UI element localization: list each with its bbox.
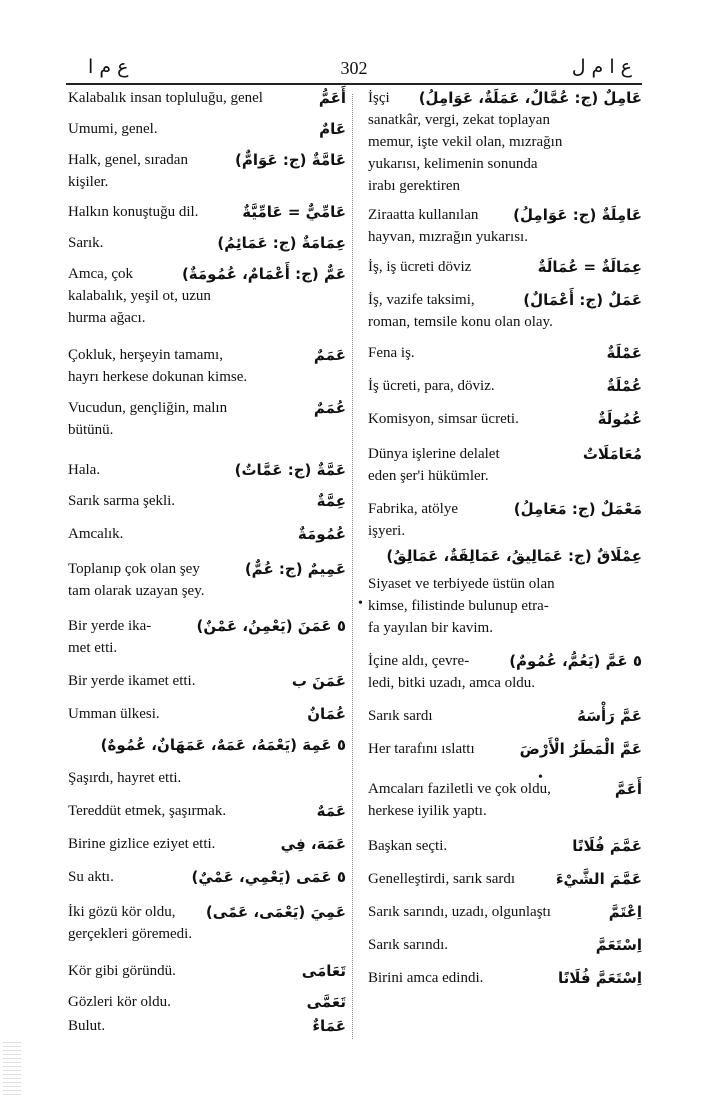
- turkish-definition: fa yayılan bir kavim.: [368, 620, 493, 637]
- dictionary-entry-line: [368, 257, 642, 277]
- turkish-definition: Birine gizlice eziyet etti.: [68, 835, 216, 852]
- turkish-definition: tam olarak uzayan şey.: [68, 582, 205, 599]
- arabic-headword: تَعَامَى: [298, 961, 346, 981]
- dictionary-entry-line: [368, 521, 642, 541]
- arabic-headword: عِمَالَةٌ = عُمَالَةٌ: [534, 257, 642, 277]
- arabic-headword: عِمَامَةٌ (ج: عَمَائِمُ): [213, 233, 346, 253]
- turkish-definition: Halk, genel, sıradan: [68, 151, 188, 168]
- arabic-headword: عَامٌ: [315, 119, 346, 139]
- turkish-definition: kalabalık, yeşil ot, uzun: [68, 288, 211, 304]
- turkish-definition: İş, vazife taksimi,: [368, 292, 475, 309]
- dictionary-entry-line: [68, 88, 346, 108]
- turkish-definition: yukarısı, kelimenin sonunda: [368, 156, 538, 172]
- dictionary-entry-line: [68, 286, 346, 306]
- turkish-definition: Bulut.: [68, 1018, 106, 1035]
- arabic-headword: عَمَاءٌ: [308, 1016, 346, 1036]
- arabic-headword: عَمَلٌ (ج: أَعْمَالٌ): [519, 290, 642, 310]
- dictionary-entry-line: [68, 150, 346, 170]
- dictionary-entry-line: [68, 524, 346, 544]
- dictionary-entry-line: [368, 444, 642, 464]
- dictionary-entry-line: [368, 902, 642, 922]
- dictionary-entry-line: [368, 596, 642, 616]
- header-rule: [66, 83, 642, 85]
- turkish-definition: İki gözü kör oldu,: [68, 904, 176, 920]
- turkish-definition: Sarık sardı: [368, 708, 433, 725]
- dictionary-entry-line: [368, 546, 642, 566]
- dictionary-entry-line: [68, 671, 346, 691]
- arabic-headword: عَامِلَةٌ (ج: عَوَامِلُ): [509, 205, 642, 225]
- dictionary-entry-line: [368, 409, 642, 429]
- arabic-headword: تَعَمَّى: [303, 992, 346, 1012]
- turkish-definition: Amcalık.: [68, 525, 124, 542]
- turkish-definition: Dünya işlerine delalet: [368, 446, 500, 463]
- arabic-headword: أَعَمَّ: [611, 779, 642, 799]
- arabic-headword: عُمَانٌ: [303, 704, 346, 724]
- turkish-definition: Umman ülkesi.: [68, 706, 160, 722]
- arabic-headword: عَمَّةٌ (ج: عَمَّاتٌ): [231, 460, 346, 480]
- turkish-definition: Halkın konuştuğu dil.: [68, 204, 199, 221]
- arabic-headword: عُمُولَةٌ: [594, 409, 642, 429]
- arabic-headword: عَمَمٌ: [310, 345, 346, 365]
- turkish-definition: Kör gibi göründü.: [68, 963, 176, 980]
- dictionary-entry-line: [368, 176, 642, 196]
- turkish-definition: Bir yerde ikamet etti.: [68, 673, 196, 689]
- turkish-definition: Birini amca edindi.: [368, 970, 484, 986]
- turkish-definition: herkese iyilik yaptı.: [368, 802, 487, 819]
- dictionary-entry-line: [368, 466, 642, 486]
- dictionary-entry-line: [368, 836, 642, 856]
- arabic-headword: ٥ عَمَى (يَعْمِي، عَمْيٌ): [187, 867, 346, 887]
- turkish-definition: met etti.: [68, 640, 118, 656]
- turkish-definition: Hala.: [68, 461, 101, 478]
- arabic-headword: عَامِلٌ (ج: عُمَّالٌ، عَمَلَةٌ، عَوَامِلُ): [415, 88, 642, 108]
- turkish-definition: Genelleştirdi, sarık sardı: [368, 871, 516, 887]
- arabic-headword: اِسْتَعَمَّ فُلَانًا: [554, 968, 642, 988]
- dictionary-entry-line: [68, 172, 346, 192]
- dictionary-entry-line: [68, 961, 346, 981]
- turkish-definition: memur, işte vekil olan, mızrağın: [368, 134, 563, 150]
- dictionary-entry-line: [68, 992, 346, 1012]
- arabic-headword: اِسْتَعَمَّ: [592, 935, 642, 955]
- dictionary-entry-line: [68, 902, 346, 922]
- dictionary-entry-line: [68, 867, 346, 887]
- turkish-definition: Su aktı.: [68, 868, 114, 885]
- arabic-headword: عُمُومَةٌ: [294, 524, 346, 544]
- turkish-definition: Her tarafını ıslattı: [368, 741, 475, 758]
- dictionary-entry-line: [368, 110, 642, 130]
- dictionary-entry-line: [368, 673, 642, 693]
- dictionary-entry-line: [68, 491, 346, 511]
- turkish-definition: İş ücreti, para, döviz.: [368, 378, 495, 395]
- dictionary-entry-line: [68, 581, 346, 601]
- arabic-headword: عَمَهٌ: [313, 801, 346, 821]
- turkish-definition: sanatkâr, vergi, zekat toplayan: [368, 112, 550, 128]
- margin-texture: [3, 1040, 21, 1095]
- turkish-definition: kimse, filistinde bulunup etra-: [368, 598, 549, 615]
- arabic-headword: عَمَّ رَأْسَهُ: [573, 706, 642, 726]
- turkish-definition: irabı gerektiren: [368, 178, 461, 194]
- header-right-letters: ع ا م ل: [571, 56, 632, 78]
- dictionary-entry-line: [68, 616, 346, 636]
- dictionary-entry-line: [368, 290, 642, 310]
- arabic-headword: عَمَّ الْمَطَرُ الْأَرْضَ: [516, 739, 642, 759]
- dictionary-entry-line: [68, 924, 346, 944]
- dictionary-entry-line: [368, 968, 642, 988]
- turkish-definition: Sarık.: [68, 235, 104, 252]
- column-divider: [352, 94, 353, 1039]
- dictionary-entry-line: [68, 1016, 346, 1036]
- dictionary-entry-line: [68, 834, 346, 854]
- dictionary-entry-line: [68, 264, 346, 284]
- margin-dot: •: [538, 770, 543, 785]
- arabic-headword: مَعْمَلٌ (ج: مَعَامِلُ): [510, 499, 642, 519]
- dictionary-entry-line: [68, 233, 346, 253]
- dictionary-entry-line: [68, 345, 346, 365]
- dictionary-entry-line: [368, 88, 642, 108]
- turkish-definition: gerçekleri göremedi.: [68, 926, 193, 942]
- turkish-definition: Ziraatta kullanılan: [368, 206, 479, 223]
- dictionary-entry-line: [368, 869, 642, 889]
- turkish-definition: Fabrika, atölye: [368, 501, 458, 518]
- arabic-headword: عَمَنَ ب: [288, 671, 346, 691]
- turkish-definition: Tereddüt etmek, şaşırmak.: [68, 802, 227, 819]
- dictionary-entry-line: [368, 227, 642, 247]
- dictionary-entry-line: [368, 935, 642, 955]
- turkish-definition: Komisyon, simsar ücreti.: [368, 411, 519, 428]
- turkish-definition: İçine aldı, çevre-: [368, 653, 470, 670]
- arabic-headword: عَامِّيٌّ = عَامِّيَّةٌ: [238, 202, 346, 222]
- dictionary-entry-line: [368, 618, 642, 638]
- arabic-headword: ٥ عَمِهَ (يَعْمَهُ، عَمَهٌ، عَمَهَانٌ، عُمُوهٌ): [68, 735, 346, 755]
- dictionary-entry-line: [368, 651, 642, 671]
- dictionary-entry-line: [368, 706, 642, 726]
- turkish-definition: Umumi, genel.: [68, 120, 158, 137]
- turkish-definition: Çokluk, herşeyin tamamı,: [68, 347, 223, 364]
- turkish-definition: Vucudun, gençliğin, malın: [68, 400, 228, 417]
- dictionary-entry-line: [68, 768, 346, 788]
- dictionary-entry-line: [368, 132, 642, 152]
- page-number: 302: [340, 58, 368, 78]
- turkish-definition: roman, temsile konu olan olay.: [368, 314, 553, 331]
- turkish-definition: İşçi: [368, 90, 390, 106]
- turkish-definition: eden şer'i hükümler.: [368, 468, 489, 485]
- dictionary-entry-line: [68, 119, 346, 139]
- dictionary-entry-line: [68, 308, 346, 328]
- arabic-headword: عَمْلَةٌ: [602, 343, 642, 363]
- dictionary-entry-line: [368, 739, 642, 759]
- arabic-headword: أَعَمُّ: [315, 88, 346, 108]
- turkish-definition: hurma ağacı.: [68, 310, 146, 326]
- arabic-headword: عَمِيَ (يَعْمَى، عَمًى): [202, 902, 346, 922]
- arabic-headword: عَمِيمٌ (ج: عُمٌّ): [241, 559, 346, 579]
- turkish-definition: bütünü.: [68, 422, 114, 439]
- turkish-definition: Sarık sarma şekli.: [68, 492, 176, 509]
- dictionary-entry-line: [68, 559, 346, 579]
- dictionary-entry-line: [368, 779, 642, 799]
- arabic-headword: عَمَهَ، فِي: [277, 834, 346, 854]
- arabic-headword: عِمَّةٌ: [313, 491, 346, 511]
- arabic-headword: عَمَّمَ الشَّيْءَ: [552, 869, 642, 889]
- turkish-definition: Fena iş.: [368, 345, 415, 362]
- dictionary-entry-line: [68, 202, 346, 222]
- turkish-definition: hayvan, mızrağın yukarısı.: [368, 228, 528, 245]
- turkish-definition: Amca, çok: [68, 266, 133, 282]
- arabic-headword: ٥ عَمَنَ (يَعْمِنُ، عَمْنٌ): [193, 616, 347, 636]
- dictionary-entry-line: [368, 312, 642, 332]
- arabic-headword: عَامَّةٌ (ج: عَوَامٌّ): [231, 150, 346, 170]
- turkish-definition: Siyaset ve terbiyede üstün olan: [368, 576, 555, 593]
- dictionary-entry-line: [368, 343, 642, 363]
- turkish-definition: Sarık sarındı, uzadı, olgunlaştı: [368, 904, 551, 920]
- turkish-definition: Toplanıp çok olan şey: [68, 560, 200, 577]
- turkish-definition: Kalabalık insan topluluğu, genel: [68, 90, 263, 106]
- arabic-headword: اِعْتَمَّ: [605, 902, 642, 922]
- dictionary-entry-line: [368, 574, 642, 594]
- dictionary-entry-line: [68, 638, 346, 658]
- dictionary-entry-line: [68, 420, 346, 440]
- turkish-definition: Bir yerde ika-: [68, 618, 152, 634]
- turkish-definition: hayrı herkese dokunan kimse.: [68, 369, 248, 386]
- turkish-definition: Sarık sarındı.: [368, 937, 448, 953]
- turkish-definition: kişiler.: [68, 173, 109, 190]
- dictionary-entry-line: [368, 205, 642, 225]
- arabic-headword: عُمْلَةٌ: [602, 376, 642, 396]
- arabic-headword: عُمَمٌ: [310, 398, 346, 418]
- arabic-headword: عَمَّمَ فُلَانًا: [568, 836, 642, 856]
- turkish-definition: ledi, bitki uzadı, amca oldu.: [368, 675, 536, 692]
- arabic-headword: مُعَامَلَاتٌ: [579, 444, 642, 464]
- dictionary-entry-line: [68, 367, 346, 387]
- arabic-headword: ٥ عَمَّ (يَعُمُّ، عُمُومٌ): [505, 651, 642, 671]
- margin-bullet: •: [358, 596, 363, 611]
- arabic-headword: عِمْلَاقٌ (ج: عَمَالِيقُ، عَمَالِقَةٌ، عَمَالِقُ): [368, 546, 642, 566]
- page-header: [68, 56, 640, 82]
- dictionary-entry-line: [68, 398, 346, 418]
- arabic-headword: عَمٌّ (ج: أَعْمَامٌ، عُمُومَةٌ): [178, 264, 346, 284]
- turkish-definition: işyeri.: [368, 523, 406, 540]
- dictionary-entry-line: [68, 704, 346, 724]
- turkish-definition: Amcaları faziletli ve çok oldu,: [368, 780, 551, 797]
- header-left-letters: ع م ا: [88, 56, 129, 78]
- turkish-definition: Başkan seçti.: [368, 838, 448, 854]
- turkish-definition: Şaşırdı, hayret etti.: [68, 769, 182, 786]
- turkish-definition: Gözleri kör oldu.: [68, 994, 171, 1011]
- dictionary-entry-line: [368, 376, 642, 396]
- dictionary-entry-line: [368, 801, 642, 821]
- dictionary-entry-line: [68, 735, 346, 755]
- dictionary-entry-line: [368, 499, 642, 519]
- dictionary-entry-line: [368, 154, 642, 174]
- turkish-definition: İş, iş ücreti döviz: [368, 259, 472, 276]
- dictionary-entry-line: [68, 460, 346, 480]
- dictionary-entry-line: [68, 801, 346, 821]
